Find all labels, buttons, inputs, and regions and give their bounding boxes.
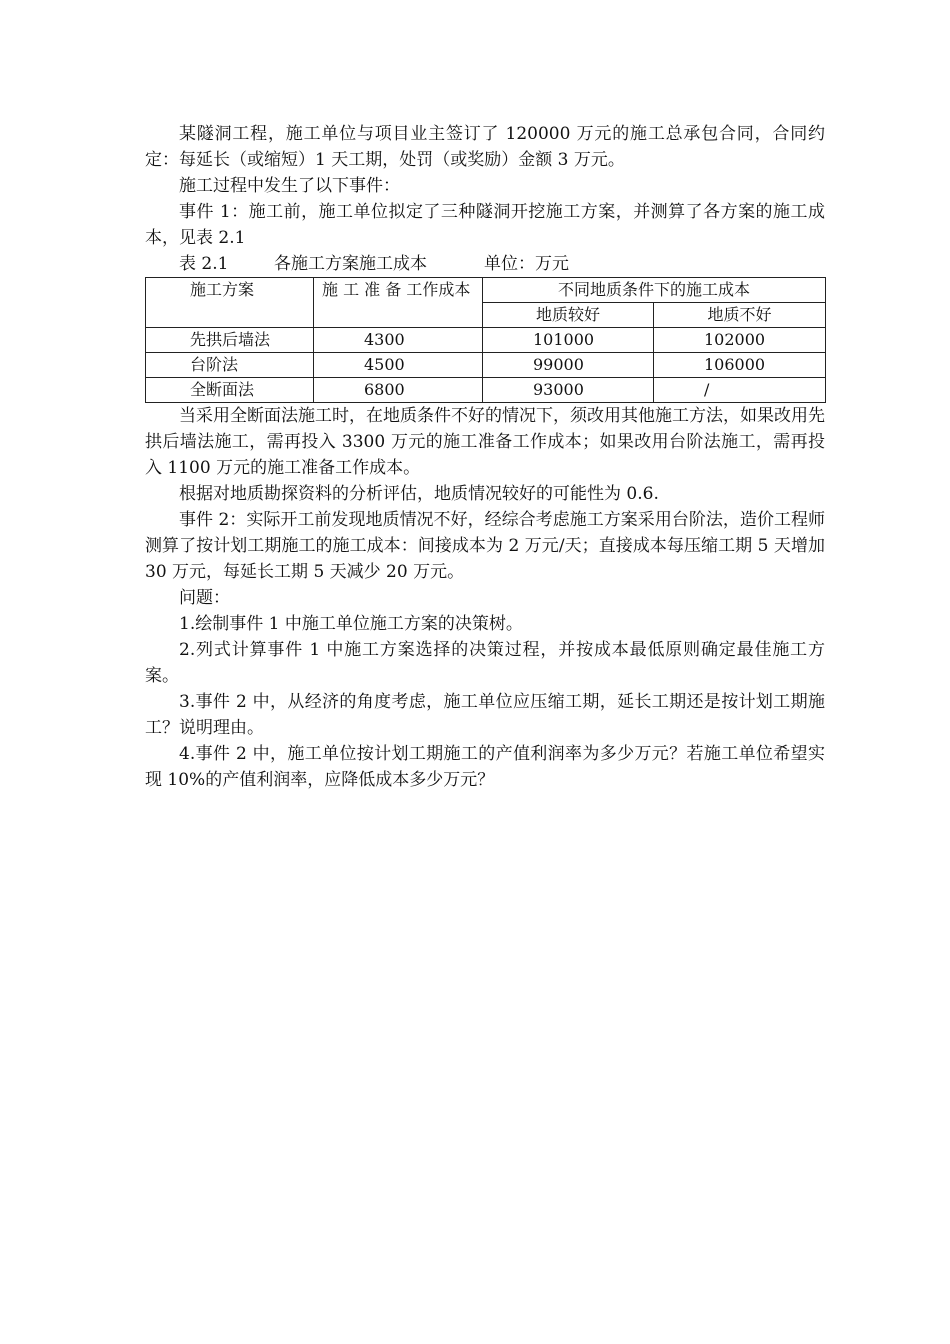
question-3: 3.事件 2 中，从经济的角度考虑，施工单位应压缩工期，延长工期还是按计划工期施工？说明理由。: [145, 692, 825, 738]
cell-prep-cost: 4500: [314, 353, 483, 378]
document-body: [145, 121, 825, 793]
cell-bad-cost: 106000: [654, 353, 826, 378]
header-geology-bad: 地质不好: [654, 303, 826, 328]
cell-good-cost: 99000: [483, 353, 654, 378]
table-caption-title: 各施工方案施工成本: [274, 254, 427, 274]
table-row: [146, 353, 826, 378]
paragraph-contract: 某隧洞工程，施工单位与项目业主签订了 120000 万元的施工总承包合同，合同约定：每延长（或缩短）1 天工期，处罚（或奖励）金额 3 万元。: [145, 124, 825, 170]
question-2: 2.列式计算事件 1 中施工方案选择的决策过程，并按成本最低原则确定最佳施工方案。: [145, 640, 825, 686]
paragraph-event-2: 事件 2：实际开工前发现地质情况不好，经综合考虑施工方案采用台阶法，造价工程师测算了按计划工期施工的施工成本：间接成本为 2 万元/天；直接成本每压缩工期 5 天增加 30 万元，每延长工期 5 天减少 20 万元。: [145, 510, 825, 582]
header-prep-cost: 施 工 准 备 工作成本: [314, 278, 483, 328]
cost-table: [145, 277, 826, 403]
cell-plan-name: 全断面法: [146, 378, 314, 403]
question-1: 1.绘制事件 1 中施工单位施工方案的决策树。: [179, 614, 523, 634]
cell-bad-cost: 102000: [654, 328, 826, 353]
paragraph-events-intro: 施工过程中发生了以下事件：: [179, 176, 400, 196]
header-geology-group: 不同地质条件下的施工成本: [483, 278, 826, 303]
questions-heading: 问题：: [179, 588, 230, 608]
cell-plan-name: 台阶法: [146, 353, 314, 378]
cell-prep-cost: 4300: [314, 328, 483, 353]
cell-good-cost: 93000: [483, 378, 654, 403]
paragraph-event-1: 事件 1：施工前，施工单位拟定了三种隧洞开挖施工方案，并测算了各方案的施工成本，见表 2.1: [145, 202, 825, 248]
table-caption-number: 表 2.1: [179, 254, 229, 274]
question-4: 4.事件 2 中，施工单位按计划工期施工的产值利润率为多少万元？若施工单位希望实现 10%的产值利润率，应降低成本多少万元？: [145, 744, 825, 790]
cell-prep-cost: 6800: [314, 378, 483, 403]
table-header-row: [146, 278, 826, 303]
cell-bad-cost: /: [654, 378, 826, 403]
header-plan: 施工方案: [146, 278, 314, 328]
paragraph-full-section-alternative: 当采用全断面法施工时，在地质条件不好的情况下，须改用其他施工方法，如果改用先拱后墙法施工，需再投入 3300 万元的施工准备工作成本；如果改用台阶法施工，需再投入 1100 万元的施工准备工作成本。: [145, 406, 825, 478]
table-row: [146, 328, 826, 353]
header-geology-good: 地质较好: [483, 303, 654, 328]
table-row: [146, 378, 826, 403]
paragraph-probability: 根据对地质勘探资料的分析评估，地质情况较好的可能性为 0.6.: [179, 484, 659, 504]
cell-good-cost: 101000: [483, 328, 654, 353]
table-caption: [145, 251, 825, 277]
cell-plan-name: 先拱后墙法: [146, 328, 314, 353]
table-caption-unit: 单位：万元: [484, 254, 569, 274]
